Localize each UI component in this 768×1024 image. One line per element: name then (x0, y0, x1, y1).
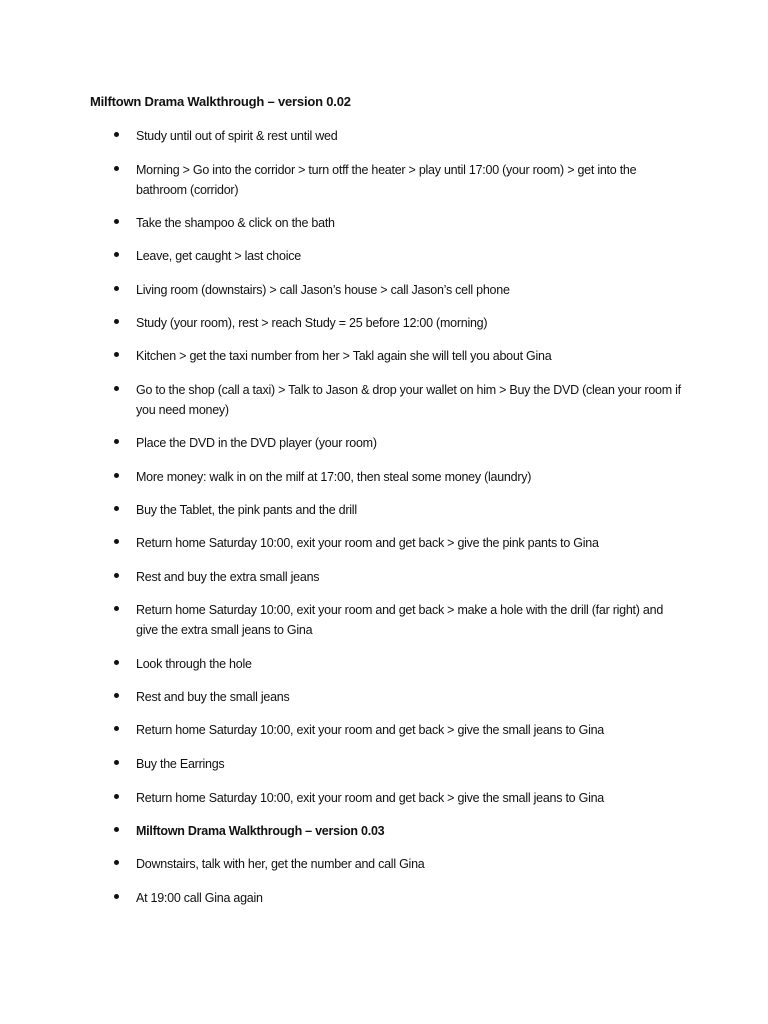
list-item-text: Living room (downstairs) > call Jason’s house > call Jason’s cell phone (136, 283, 510, 297)
bullet-icon (114, 319, 119, 324)
list-item-text: Place the DVD in the DVD player (your room) (136, 436, 377, 450)
bullet-icon (114, 726, 119, 731)
list-item-text: Milftown Drama Walkthrough – version 0.03 (136, 824, 385, 838)
bullet-icon (114, 827, 119, 832)
list-item-text: Return home Saturday 10:00, exit your room and get back > give the small jeans to Gina (136, 723, 605, 737)
bullet-icon (114, 352, 119, 357)
bullet-icon (114, 286, 119, 291)
list-item-text: Return home Saturday 10:00, exit your room and get back > make a hole with the drill (far right) and give the extra small jeans to Gina (136, 603, 664, 637)
bullet-icon (114, 219, 119, 224)
list-item-text: At 19:00 call Gina again (136, 891, 263, 905)
list-item-text: Return home Saturday 10:00, exit your room and get back > give the small jeans to Gina (136, 791, 605, 805)
list-item-text: Downstairs, talk with her, get the number and call Gina (136, 857, 425, 871)
bullet-icon (114, 166, 119, 171)
list-item-text: Morning > Go into the corridor > turn otff the heater > play until 17:00 (your room) > get into the bathroom (corridor) (136, 163, 637, 197)
list-item-text: Buy the Earrings (136, 757, 225, 771)
bullet-icon (114, 439, 119, 444)
bullet-icon (114, 473, 119, 478)
bullet-icon (114, 760, 119, 765)
document-title: Milftown Drama Walkthrough – version 0.02 (90, 94, 351, 109)
list-item-text: Leave, get caught > last choice (136, 249, 301, 263)
bullet-icon (114, 693, 119, 698)
bullet-icon (114, 660, 119, 665)
bullet-icon (114, 386, 119, 391)
list-item-text: Kitchen > get the taxi number from her > Takl again she will tell you about Gina (136, 349, 552, 363)
bullet-icon (114, 539, 119, 544)
list-item-text: Go to the shop (call a taxi) > Talk to Jason & drop your wallet on him > Buy the DVD (clean your room if you need money) (136, 383, 681, 417)
bullet-icon (114, 894, 119, 899)
list-item-text: Look through the hole (136, 657, 252, 671)
bullet-icon (114, 573, 119, 578)
bullet-icon (114, 794, 119, 799)
list-item-text: Study (your room), rest > reach Study = 25 before 12:00 (morning) (136, 316, 488, 330)
bullet-icon (114, 860, 119, 865)
list-item-text: Buy the Tablet, the pink pants and the drill (136, 503, 357, 517)
list-item-text: Take the shampoo & click on the bath (136, 216, 335, 230)
list-item-text: Rest and buy the extra small jeans (136, 570, 320, 584)
bullet-icon (114, 606, 119, 611)
list-item-text: Return home Saturday 10:00, exit your room and get back > give the pink pants to Gina (136, 536, 599, 550)
list-item-text: More money: walk in on the milf at 17:00, then steal some money (laundry) (136, 470, 532, 484)
bullet-icon (114, 506, 119, 511)
list-item-text: Rest and buy the small jeans (136, 690, 290, 704)
list-item-text: Study until out of spirit & rest until wed (136, 129, 338, 143)
bullet-icon (114, 252, 119, 257)
bullet-icon (114, 132, 119, 137)
